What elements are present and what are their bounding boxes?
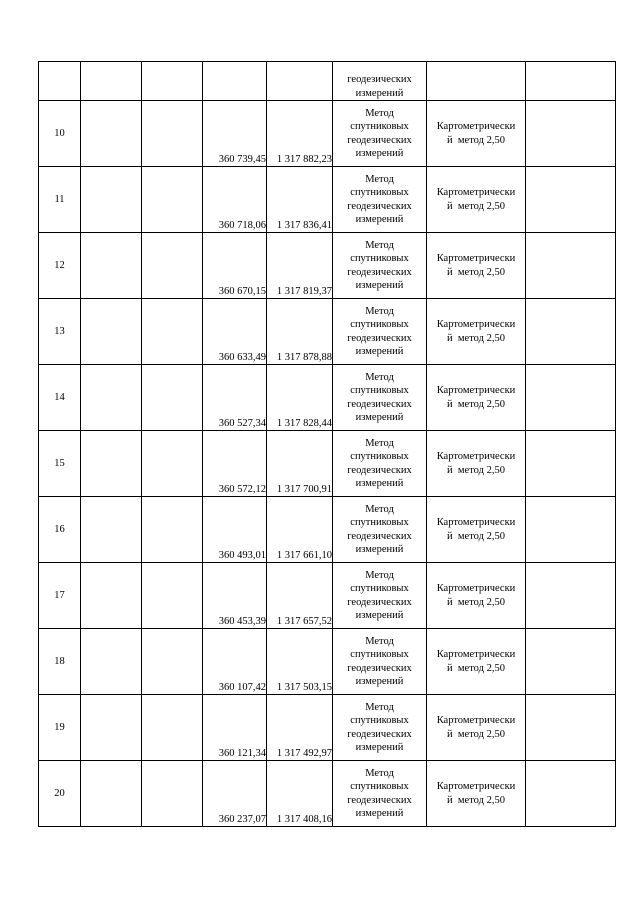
cell-method	[333, 563, 427, 629]
cell-number: 14	[39, 365, 81, 431]
cell-x-coordinate: 360 633,49	[203, 299, 267, 365]
cell-empty	[142, 233, 203, 299]
cell-empty	[81, 233, 142, 299]
method-line: измерений	[355, 346, 404, 357]
cell-y-coordinate: 1 317 819,37	[267, 233, 333, 299]
accuracy-line: й метод 2,50	[447, 662, 505, 674]
cell-empty	[142, 101, 203, 167]
method-line: геодезических	[347, 662, 412, 674]
cell-x-coordinate: 360 527,34	[203, 365, 267, 431]
method-line: измерений	[355, 544, 404, 555]
method-line: геодезических	[347, 266, 412, 278]
accuracy-line: й метод 2,50	[447, 200, 505, 212]
cell-empty	[81, 365, 142, 431]
table-row	[39, 695, 616, 761]
method-line: геодезических	[347, 728, 412, 740]
cell-empty	[81, 299, 142, 365]
method-line: спутниковых	[350, 649, 409, 660]
method-line: Метод	[365, 305, 394, 317]
cell-empty	[526, 497, 616, 563]
cell-y-coordinate: 1 317 661,10	[267, 497, 333, 563]
table-row	[39, 563, 616, 629]
cell-empty	[142, 365, 203, 431]
cell-empty	[142, 299, 203, 365]
cell-y-coordinate: 1 317 878,88	[267, 299, 333, 365]
method-line: спутниковых	[350, 715, 409, 726]
accuracy-line: й метод 2,50	[447, 398, 505, 410]
cell-method	[333, 761, 427, 827]
method-line: геодезических	[347, 530, 412, 542]
accuracy-line: й метод 2,50	[447, 596, 505, 608]
cell-accuracy	[427, 629, 526, 695]
cell-empty	[81, 695, 142, 761]
accuracy-line: й метод 2,50	[447, 794, 505, 806]
cell-empty	[142, 563, 203, 629]
accuracy-line: й метод 2,50	[447, 728, 505, 740]
accuracy-line: й метод 2,50	[447, 266, 505, 278]
cell-number: 11	[39, 167, 81, 233]
cell-number: 19	[39, 695, 81, 761]
table-row-continuation	[39, 62, 616, 101]
accuracy-line: Картометрически	[436, 517, 516, 528]
cell-number	[39, 62, 81, 101]
cell-x-coordinate: 360 718,06	[203, 167, 267, 233]
method-line: Метод	[365, 701, 394, 713]
cell-method	[333, 431, 427, 497]
cell-number: 18	[39, 629, 81, 695]
cell-x-coordinate: 360 572,12	[203, 431, 267, 497]
method-line: Метод	[365, 371, 394, 383]
cell-empty	[142, 695, 203, 761]
cell-accuracy	[427, 431, 526, 497]
method-line: Метод	[365, 107, 394, 119]
cell-x-coordinate: 360 493,01	[203, 497, 267, 563]
accuracy-line: Картометрически	[436, 715, 516, 726]
method-line: измерений	[355, 808, 404, 819]
cell-accuracy	[427, 101, 526, 167]
cell-accuracy	[427, 695, 526, 761]
method-line: спутниковых	[350, 187, 409, 198]
method-line: измерений	[355, 412, 404, 423]
cell-y-coordinate: 1 317 492,97	[267, 695, 333, 761]
cell-empty	[81, 497, 142, 563]
method-line: измерений	[355, 87, 404, 99]
cell-method	[333, 167, 427, 233]
cell-y-coordinate: 1 317 657,52	[267, 563, 333, 629]
cell-empty	[142, 497, 203, 563]
method-line: Метод	[365, 767, 394, 779]
cell-empty	[526, 629, 616, 695]
method-line: Метод	[365, 173, 394, 185]
cell-method	[333, 62, 427, 101]
accuracy-line: Картометрически	[436, 781, 516, 792]
cell-accuracy	[427, 299, 526, 365]
table-row	[39, 431, 616, 497]
table-row	[39, 299, 616, 365]
method-line: геодезических	[347, 596, 412, 608]
accuracy-line: Картометрически	[436, 187, 516, 198]
method-line: геодезических	[347, 134, 412, 146]
cell-accuracy	[427, 233, 526, 299]
cell-empty	[81, 101, 142, 167]
method-line: Метод	[365, 503, 394, 515]
cell-method	[333, 101, 427, 167]
cell-empty	[142, 431, 203, 497]
cell-x-coordinate: 360 453,39	[203, 563, 267, 629]
method-line: геодезических	[347, 332, 412, 344]
cell-accuracy	[427, 563, 526, 629]
accuracy-line: й метод 2,50	[447, 332, 505, 344]
cell-empty	[526, 761, 616, 827]
coordinates-table	[38, 61, 616, 827]
cell-y-coordinate: 1 317 828,44	[267, 365, 333, 431]
cell-y-coordinate: 1 317 700,91	[267, 431, 333, 497]
accuracy-line: Картометрически	[436, 253, 516, 264]
method-line: геодезических	[347, 398, 412, 410]
cell-method	[333, 299, 427, 365]
cell-empty	[142, 62, 203, 101]
cell-x-coordinate: 360 121,34	[203, 695, 267, 761]
cell-y-coordinate: 1 317 408,16	[267, 761, 333, 827]
method-line: спутниковых	[350, 583, 409, 594]
table-row	[39, 167, 616, 233]
cell-y-coordinate	[267, 62, 333, 101]
method-line: измерений	[355, 280, 404, 291]
cell-accuracy	[427, 62, 526, 101]
cell-empty	[81, 761, 142, 827]
method-line: спутниковых	[350, 781, 409, 792]
cell-empty	[81, 167, 142, 233]
cell-number: 17	[39, 563, 81, 629]
cell-method	[333, 497, 427, 563]
cell-empty	[526, 563, 616, 629]
cell-number: 16	[39, 497, 81, 563]
method-line: измерений	[355, 610, 404, 621]
method-line: спутниковых	[350, 517, 409, 528]
cell-y-coordinate: 1 317 503,15	[267, 629, 333, 695]
cell-number: 20	[39, 761, 81, 827]
cell-accuracy	[427, 497, 526, 563]
method-line: спутниковых	[350, 319, 409, 330]
method-line: геодезических	[347, 74, 412, 85]
cell-x-coordinate	[203, 62, 267, 101]
accuracy-line: Картометрически	[436, 385, 516, 396]
method-line: измерений	[355, 742, 404, 753]
method-line: геодезических	[347, 200, 412, 212]
method-line: измерений	[355, 676, 404, 687]
cell-method	[333, 365, 427, 431]
cell-empty	[81, 563, 142, 629]
cell-number: 12	[39, 233, 81, 299]
method-line: Метод	[365, 569, 394, 581]
cell-accuracy	[427, 761, 526, 827]
cell-method	[333, 629, 427, 695]
table-row	[39, 101, 616, 167]
method-line: геодезических	[347, 794, 412, 806]
table-row	[39, 761, 616, 827]
cell-x-coordinate: 360 739,45	[203, 101, 267, 167]
cell-empty	[526, 101, 616, 167]
cell-x-coordinate: 360 670,15	[203, 233, 267, 299]
method-line: спутниковых	[350, 253, 409, 264]
accuracy-line: Картометрически	[436, 649, 516, 660]
cell-method	[333, 233, 427, 299]
cell-accuracy	[427, 167, 526, 233]
accuracy-line: Картометрически	[436, 319, 516, 330]
cell-empty	[81, 431, 142, 497]
cell-x-coordinate: 360 237,07	[203, 761, 267, 827]
cell-empty	[142, 629, 203, 695]
method-line: Метод	[365, 437, 394, 449]
accuracy-line: Картометрически	[436, 583, 516, 594]
accuracy-line: Картометрически	[436, 451, 516, 462]
cell-empty	[526, 167, 616, 233]
cell-empty	[526, 233, 616, 299]
method-line: спутниковых	[350, 451, 409, 462]
accuracy-line: й метод 2,50	[447, 464, 505, 476]
cell-method	[333, 695, 427, 761]
cell-empty	[142, 761, 203, 827]
cell-accuracy	[427, 365, 526, 431]
cell-x-coordinate: 360 107,42	[203, 629, 267, 695]
table-row	[39, 629, 616, 695]
cell-empty	[526, 431, 616, 497]
cell-number: 10	[39, 101, 81, 167]
accuracy-line: Картометрически	[436, 121, 516, 132]
cell-number: 15	[39, 431, 81, 497]
cell-empty	[81, 629, 142, 695]
accuracy-line: й метод 2,50	[447, 530, 505, 542]
accuracy-line: й метод 2,50	[447, 134, 505, 146]
method-line: Метод	[365, 239, 394, 251]
method-line: геодезических	[347, 464, 412, 476]
cell-empty	[526, 365, 616, 431]
method-line: спутниковых	[350, 385, 409, 396]
table-row	[39, 365, 616, 431]
cell-empty	[81, 62, 142, 101]
cell-empty	[526, 299, 616, 365]
cell-number: 13	[39, 299, 81, 365]
cell-empty	[526, 695, 616, 761]
method-line: Метод	[365, 635, 394, 647]
cell-y-coordinate: 1 317 882,23	[267, 101, 333, 167]
cell-empty	[142, 167, 203, 233]
method-line: спутниковых	[350, 121, 409, 132]
method-line: измерений	[355, 478, 404, 489]
table-row	[39, 497, 616, 563]
method-line: измерений	[355, 214, 404, 225]
cell-empty	[526, 62, 616, 101]
table-row	[39, 233, 616, 299]
method-line: измерений	[355, 148, 404, 159]
cell-y-coordinate: 1 317 836,41	[267, 167, 333, 233]
